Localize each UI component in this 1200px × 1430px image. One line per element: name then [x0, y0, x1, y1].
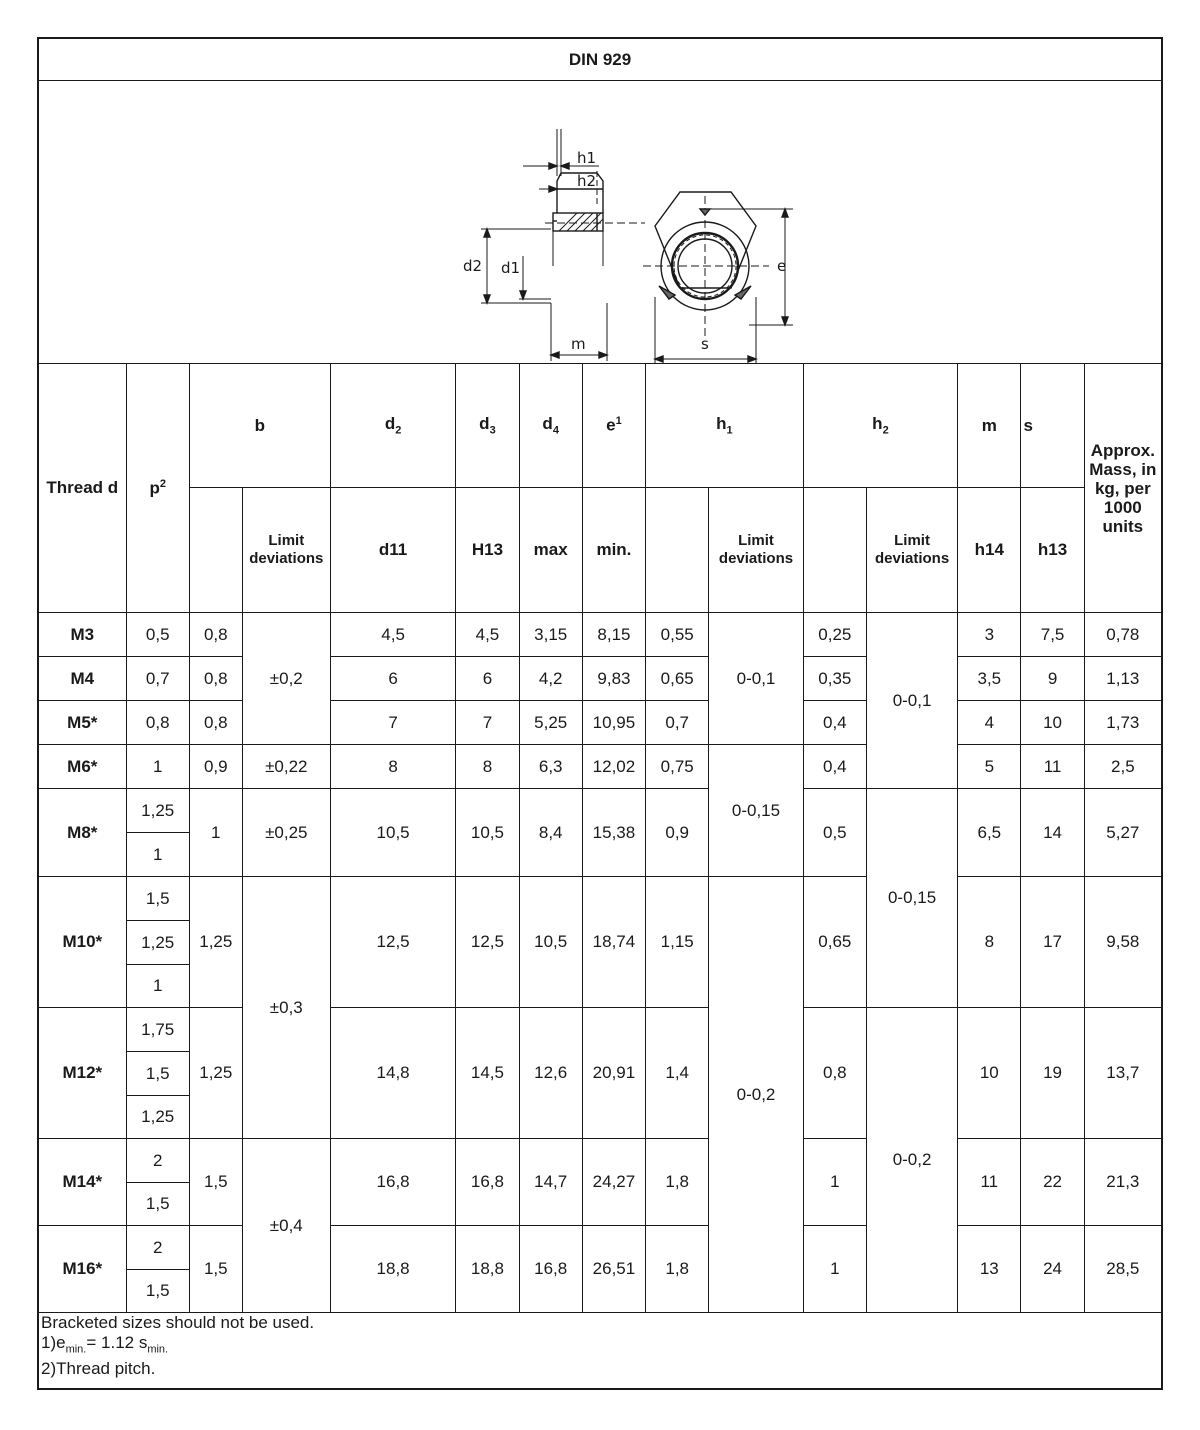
cell-d4: 4,2 [519, 657, 582, 701]
cell-h2-limit: 0-0,15 [866, 789, 957, 1008]
cell-h2: 0,35 [803, 657, 866, 701]
cell-mass: 28,5 [1084, 1226, 1161, 1313]
header-h1: $h_1$ [646, 364, 804, 488]
cell-p: 1,5 [126, 1052, 189, 1096]
cell-s: 17 [1021, 877, 1084, 1008]
label-m: m [571, 335, 586, 353]
cell-d3: 12,5 [456, 877, 519, 1008]
cell-d3: 18,8 [456, 1226, 519, 1313]
cell-b: 1,25 [189, 1008, 242, 1139]
cell-mass: 2,5 [1084, 745, 1161, 789]
cell-b: 1 [189, 789, 242, 877]
header-b-limit: Limit deviations [242, 488, 330, 613]
header-h2: $h_2$ [803, 364, 958, 488]
cell-p: 1,25 [126, 921, 189, 965]
cell-p: 0,7 [126, 657, 189, 701]
cell-h1: 0,7 [646, 701, 709, 745]
cell-d2: 14,8 [330, 1008, 455, 1139]
cell-m: 13 [958, 1226, 1021, 1313]
cell-h1: 0,65 [646, 657, 709, 701]
label-d2: d2 [463, 257, 483, 275]
cell-h1: 1,8 [646, 1139, 709, 1226]
cell-m: 3 [958, 613, 1021, 657]
header-b-nominal [189, 488, 242, 613]
cell-d4: 6,3 [519, 745, 582, 789]
header-mass: Approx. Mass, in kg, per 1000 units [1084, 364, 1161, 613]
header-d3-tol: H13 [456, 488, 519, 613]
label-s: s [701, 335, 709, 353]
cell-mass: 1,13 [1084, 657, 1161, 701]
cell-s: 24 [1021, 1226, 1084, 1313]
header-m-tol: h14 [958, 488, 1021, 613]
cell-thread: M8* [39, 789, 126, 877]
header-d4: $d_4$ [519, 364, 582, 488]
table-row [39, 1139, 1161, 1183]
cell-p: 2 [126, 1139, 189, 1183]
header-s: s [1021, 364, 1084, 488]
footnotes [41, 1313, 314, 1379]
cell-b: 1,5 [189, 1226, 242, 1313]
cell-d2: 7 [330, 701, 455, 745]
cell-h1: 1,8 [646, 1226, 709, 1313]
cell-p: 1 [126, 965, 189, 1008]
cell-p: 1,75 [126, 1008, 189, 1052]
cell-s: 9 [1021, 657, 1084, 701]
cell-d2: 8 [330, 745, 455, 789]
cell-thread: M14* [39, 1139, 126, 1226]
cell-d2: 10,5 [330, 789, 455, 877]
table-row [39, 877, 1161, 921]
cell-p: 2 [126, 1226, 189, 1270]
cell-e: 8,15 [582, 613, 645, 657]
cell-e: 18,74 [582, 877, 645, 1008]
table-row [39, 745, 1161, 789]
cell-h1-limit: 0-0,15 [709, 745, 803, 877]
weld-nut-drawing [419, 81, 809, 363]
header-d2-tol: d11 [330, 488, 455, 613]
cell-mass: 21,3 [1084, 1139, 1161, 1226]
cell-m: 6,5 [958, 789, 1021, 877]
header-s-tol: h13 [1021, 488, 1084, 613]
table-row [39, 789, 1161, 833]
cell-b-limit: ±0,3 [242, 877, 330, 1139]
cell-h2: 1 [803, 1139, 866, 1226]
cell-p: 1,5 [126, 1270, 189, 1313]
cell-p: 0,5 [126, 613, 189, 657]
header-b: b [189, 364, 330, 488]
header-d4-tol: max [519, 488, 582, 613]
cell-d3: 8 [456, 745, 519, 789]
cell-d2: 16,8 [330, 1139, 455, 1226]
cell-s: 19 [1021, 1008, 1084, 1139]
cell-m: 11 [958, 1139, 1021, 1226]
cell-m: 3,5 [958, 657, 1021, 701]
cell-e: 15,38 [582, 789, 645, 877]
cell-d3: 4,5 [456, 613, 519, 657]
footnote-2: 2)Thread pitch. [41, 1359, 156, 1379]
cell-h1: 0,75 [646, 745, 709, 789]
header-e-tol: min. [582, 488, 645, 613]
cell-d3: 16,8 [456, 1139, 519, 1226]
cell-h1-limit: 0-0,1 [709, 613, 803, 745]
cell-h1: 1,15 [646, 877, 709, 1008]
cell-b: 0,8 [189, 657, 242, 701]
cell-thread: M5* [39, 701, 126, 745]
cell-m: 5 [958, 745, 1021, 789]
cell-s: 22 [1021, 1139, 1084, 1226]
header-e: $e^1$ [582, 364, 645, 488]
cell-m: 8 [958, 877, 1021, 1008]
cell-s: 11 [1021, 745, 1084, 789]
cell-d3: 10,5 [456, 789, 519, 877]
table-row [39, 657, 1161, 701]
cell-e: 20,91 [582, 1008, 645, 1139]
cell-d3: 14,5 [456, 1008, 519, 1139]
cell-h2: 1 [803, 1226, 866, 1313]
header-thread: Thread d [39, 364, 126, 613]
cell-b: 0,8 [189, 701, 242, 745]
cell-b: 1,5 [189, 1139, 242, 1226]
header-h1-limit: Limit deviations [709, 488, 803, 613]
cell-h2: 0,8 [803, 1008, 866, 1139]
cell-mass: 13,7 [1084, 1008, 1161, 1139]
cell-d4: 3,15 [519, 613, 582, 657]
cell-d4: 16,8 [519, 1226, 582, 1313]
cell-e: 24,27 [582, 1139, 645, 1226]
cell-b: 0,9 [189, 745, 242, 789]
cell-h1-limit: 0-0,2 [709, 877, 803, 1313]
cell-h1: 1,4 [646, 1008, 709, 1139]
cell-p: 1,5 [126, 877, 189, 921]
cell-d2: 6 [330, 657, 455, 701]
cell-h1: 0,55 [646, 613, 709, 657]
header-m: m [958, 364, 1021, 488]
cell-thread: M16* [39, 1226, 126, 1313]
cell-mass: 1,73 [1084, 701, 1161, 745]
cell-h2-limit: 0-0,1 [866, 613, 957, 789]
header-p: $p^2$ [126, 364, 189, 613]
cell-b: 0,8 [189, 613, 242, 657]
cell-b-limit: ±0,2 [242, 613, 330, 745]
footnote-bracketed: Bracketed sizes should not be used. [41, 1313, 315, 1332]
cell-thread: M4 [39, 657, 126, 701]
cell-thread: M6* [39, 745, 126, 789]
label-h2: h2 [577, 172, 597, 190]
page-title: DIN 929 [39, 39, 1161, 81]
cell-d2: 4,5 [330, 613, 455, 657]
cell-d4: 8,4 [519, 789, 582, 877]
cell-e: 10,95 [582, 701, 645, 745]
cell-d4: 5,25 [519, 701, 582, 745]
cell-b: 1,25 [189, 877, 242, 1008]
table-row [39, 701, 1161, 745]
cell-d4: 10,5 [519, 877, 582, 1008]
label-e: e [777, 257, 787, 275]
cell-m: 10 [958, 1008, 1021, 1139]
datasheet-frame [37, 37, 1163, 1390]
cell-h2: 0,4 [803, 745, 866, 789]
footnote-1: $1)e_{min.}= 1.12$ $s_{min.}$ [41, 1333, 169, 1356]
cell-e: 9,83 [582, 657, 645, 701]
cell-mass: 0,78 [1084, 613, 1161, 657]
cell-p: 1 [126, 833, 189, 877]
cell-m: 4 [958, 701, 1021, 745]
table-row [39, 613, 1161, 657]
header-h2-nominal [803, 488, 866, 613]
cell-d2: 12,5 [330, 877, 455, 1008]
header-h2-limit: Limit deviations [866, 488, 957, 613]
cell-h2: 0,5 [803, 789, 866, 877]
cell-d3: 6 [456, 657, 519, 701]
cell-e: 12,02 [582, 745, 645, 789]
dimension-table [39, 363, 1161, 1313]
cell-mass: 9,58 [1084, 877, 1161, 1008]
cell-h2-limit: 0-0,2 [866, 1008, 957, 1313]
cell-thread: M3 [39, 613, 126, 657]
cell-thread: M10* [39, 877, 126, 1008]
cell-p: 0,8 [126, 701, 189, 745]
cell-s: 14 [1021, 789, 1084, 877]
cell-s: 7,5 [1021, 613, 1084, 657]
cell-p: 1 [126, 745, 189, 789]
table-row [39, 1226, 1161, 1270]
cell-mass: 5,27 [1084, 789, 1161, 877]
cell-b-limit: ±0,4 [242, 1139, 330, 1313]
cell-b-limit: ±0,25 [242, 789, 330, 877]
cell-s: 10 [1021, 701, 1084, 745]
label-d1: d1 [501, 259, 521, 277]
cell-p: 1,5 [126, 1183, 189, 1226]
header-d2: $d_2$ [330, 364, 455, 488]
cell-h2: 0,25 [803, 613, 866, 657]
cell-e: 26,51 [582, 1226, 645, 1313]
table-row [39, 1008, 1161, 1052]
cell-p: 1,25 [126, 789, 189, 833]
cell-h1: 0,9 [646, 789, 709, 877]
label-h1: h1 [577, 149, 597, 167]
cell-p: 1,25 [126, 1096, 189, 1139]
header-d3: $d_3$ [456, 364, 519, 488]
cell-d4: 14,7 [519, 1139, 582, 1226]
header-h1-nominal [646, 488, 709, 613]
cell-d4: 12,6 [519, 1008, 582, 1139]
cell-h2: 0,4 [803, 701, 866, 745]
technical-drawing [39, 81, 1161, 363]
cell-d2: 18,8 [330, 1226, 455, 1313]
cell-thread: M12* [39, 1008, 126, 1139]
cell-h2: 0,65 [803, 877, 866, 1008]
cell-b-limit: ±0,22 [242, 745, 330, 789]
cell-d3: 7 [456, 701, 519, 745]
